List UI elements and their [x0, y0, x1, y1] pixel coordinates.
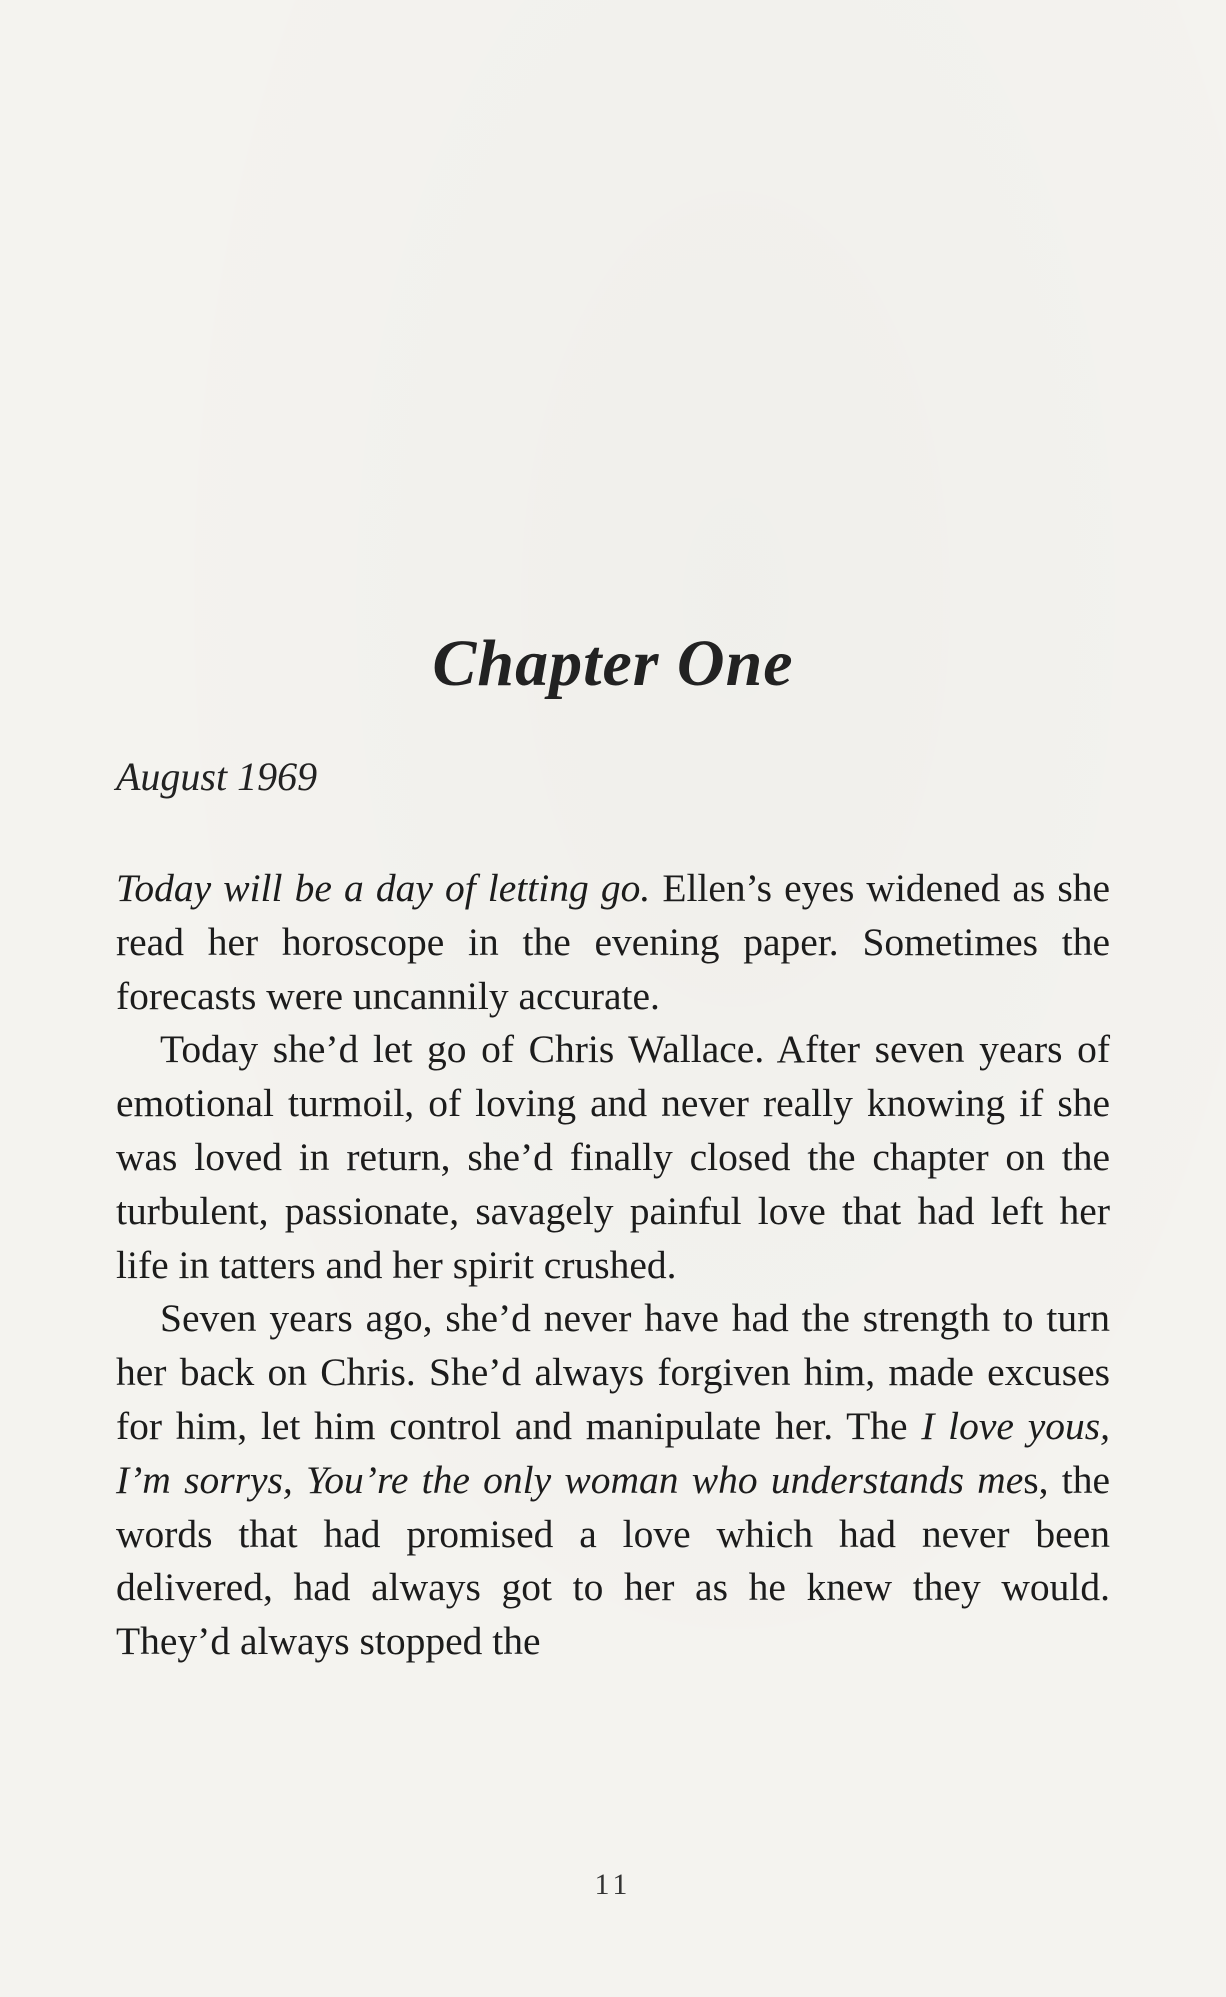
chapter-title: Chapter One [432, 627, 794, 701]
paragraph-3-italic: I love yous, I’m sorrys, You’re the only woman who understands me [116, 1403, 1110, 1502]
paragraph-2-text: Today she’d let go of Chris Wallace. After seven years of emotional turmoil, of loving and never really knowing if she was loved in return, she’d finally closed the chapter on the turbulent, passionate, savagely painful love that had left her life in tatters and her spirit crushed. [116, 1027, 1110, 1287]
paragraph-3 [116, 1292, 1110, 1669]
paragraph-3-text-a: Seven years ago, she’d never have had the strength to turn her back on Chris. She’d always forgiven him, made excuses for him, let him control and manipulate her. The [116, 1296, 1110, 1448]
paragraph-1 [116, 862, 1110, 1023]
horoscope-quote: Today will be a day of letting go. [116, 866, 651, 910]
paragraph-3-text-b: s, the words that had promised a love which had never been delivered, had always got to her as he knew they would. They’d always stopped the [116, 1457, 1110, 1664]
chapter-body [116, 862, 1110, 1669]
page-number: 11 [594, 1868, 632, 1901]
paragraph-1-text: Ellen’s eyes widened as she read her horoscope in the evening paper. Sometimes the forecasts were uncannily accurate. [116, 866, 1110, 1018]
paragraph-2 [116, 1023, 1110, 1292]
chapter-date: August 1969 [116, 754, 318, 799]
